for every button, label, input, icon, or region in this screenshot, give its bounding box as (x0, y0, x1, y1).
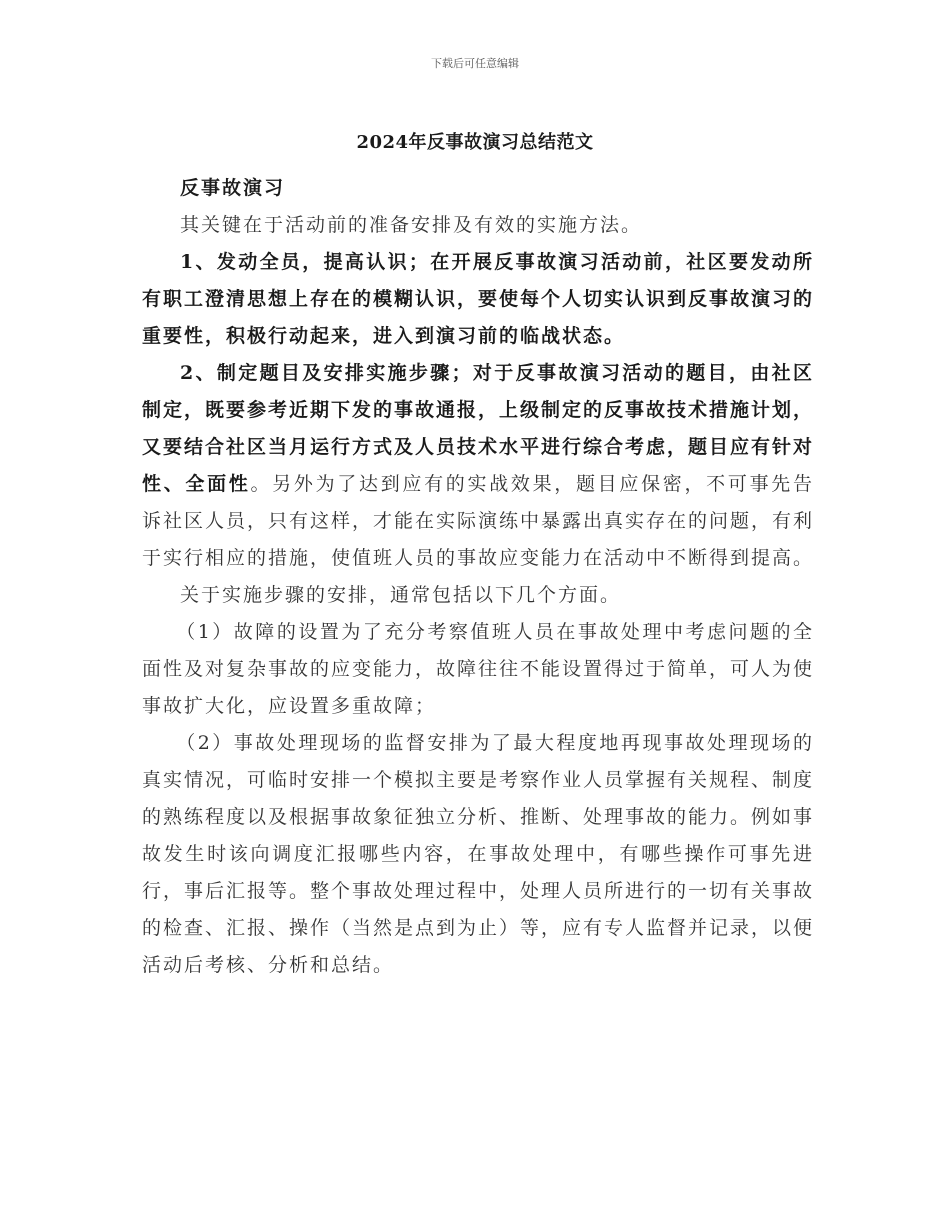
intro-paragraph: 其关键在于活动前的准备安排及有效的实施方法。 (180, 214, 643, 236)
document-body (142, 170, 814, 984)
steps-intro-paragraph: 关于实施步骤的安排，通常包括以下几个方面。 (180, 584, 622, 606)
point-2-paragraph (142, 355, 814, 577)
point-2-regular-text: 。另外为了达到应有的实战效果，题目应保密，不可事先告诉社区人员，只有这样，才能在实际演练中暴露出真实存在的问题，有利于实行相应的措施，使值班人员的事故应变能力在活动中不断得到提高。 (142, 473, 815, 569)
section-subheading: 反事故演习 (180, 177, 286, 199)
document-title: 2024年反事故演习总结范文 (356, 132, 594, 153)
step-1-paragraph: （1）故障的设置为了充分考察值班人员在事故处理中考虑问题的全面性及对复杂事故的应变能力，故障往往不能设置得过于简单，可人为使事故扩大化，应设置多重故障； (142, 621, 815, 717)
point-2-bold-text: 2、制定题目及安排实施步骤；对于反事故演习活动的题目，由社区制定，既要参考近期下发的事故通报，上级制定的反事故技术措施计划，又要结合社区当月运行方式及人员技术水平进行综合考虑，题目应有针对性、全面性 (142, 362, 815, 495)
point-1-paragraph: 1、发动全员，提高认识；在开展反事故演习活动前，社区要发动所有职工澄清思想上存在的模糊认识，要使每个人切实认识到反事故演习的重要性，积极行动起来，进入到演习前的临战状态。 (142, 251, 815, 347)
step-2-paragraph: （2）事故处理现场的监督安排为了最大程度地再现事故处理现场的真实情况，可临时安排一个模拟主要是考察作业人员掌握有关规程、制度的熟练程度以及根据事故象征独立分析、推断、处理事故的能力。例如事故发生时该向调度汇报哪些内容，在事故处理中，有哪些操作可事先进行，事后汇报等。整个事故处理过程中，处理人员所进行的一切有关事故的检查、汇报、操作（当然是点到为止）等，应有专人监督并记录，以便活动后考核、分析和总结。 (142, 732, 815, 976)
page-header-note: 下载后可任意编辑 (431, 57, 519, 70)
